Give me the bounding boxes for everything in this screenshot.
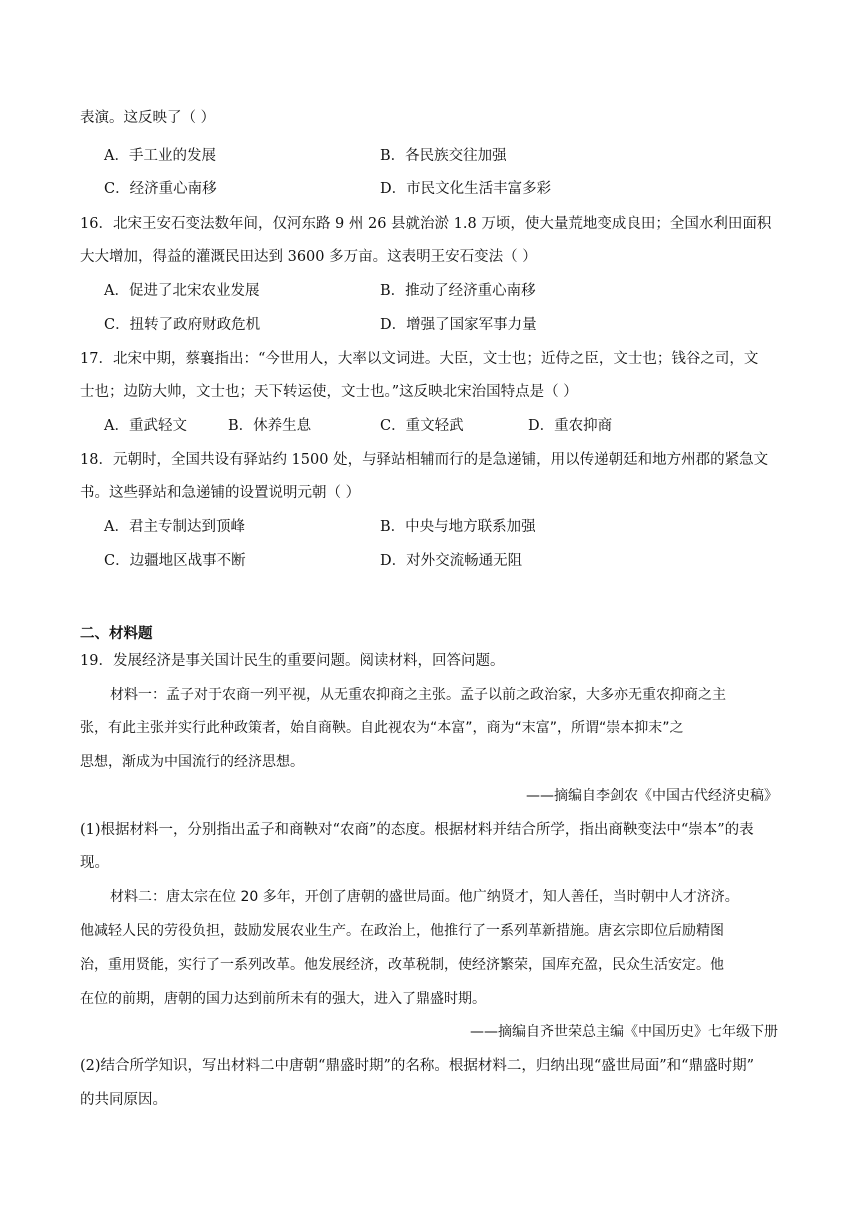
q18-stem-line1: 18．元朝时，全国共设有驿站约 1500 处，与驿站相辅而行的是急递铺，用以传递朝廷和地方州郡的紧急文 [80, 452, 769, 468]
q17-stem-line1: 17．北宋中期，蔡襄指出：“今世用人，大率以文词进。大臣，文士也；近侍之臣，文士也；钱谷之司，文 [80, 351, 759, 367]
q17-option-c: C．重文轻武 [380, 418, 464, 434]
q18-option-b: B．中央与地方联系加强 [380, 519, 536, 535]
q17-stem-line2: 士也；边防大帅，文士也；天下转运使，文士也。”这反映北宋治国特点是（ ） [80, 384, 578, 400]
material-2-line2: 他减轻人民的劳役负担，鼓励发展农业生产。在政治上，他推行了一系列革新措施。唐玄宗即位后励精图 [80, 923, 724, 939]
material-1-line2: 张，有此主张并实行此种政策者，始自商鞅。自此视农为“本富”，商为“末富”，所谓“崇本抑末”之 [80, 720, 684, 736]
q16-option-d: D．增强了国家军事力量 [380, 317, 537, 333]
q16-stem-line1: 16．北宋王安石变法数年间，仅河东路 9 州 26 县就治淤 1.8 万顷，使大量荒地变成良田；全国水利田面积 [80, 216, 772, 232]
q15-option-c: C．经济重心南移 [104, 181, 217, 197]
q16-option-c: C．扭转了政府财政危机 [104, 317, 261, 333]
q19-intro: 19．发展经济是事关国计民生的重要问题。阅读材料，回答问题。 [80, 653, 505, 669]
material-2-source: ——摘编自齐世荣总主编《中国历史》七年级下册 [470, 1024, 778, 1040]
material-1-line3: 思想，渐成为中国流行的经济思想。 [80, 754, 304, 770]
q18-option-c: C．边疆地区战事不断 [104, 553, 246, 569]
q15-stem-tail: 表演。这反映了（ ） [80, 110, 216, 126]
q17-option-b: B．休养生息 [228, 418, 312, 434]
q16-option-b: B．推动了经济重心南移 [380, 283, 536, 299]
q16-stem-line2: 大大增加，得益的灌溉民田达到 3600 多万亩。这表明王安石变法（ ） [80, 249, 537, 265]
section-heading: 二、材料题 [80, 626, 153, 642]
material-1-line1: 材料一：孟子对于农商一列平视，从无重农抑商之主张。孟子以前之政治家，大多亦无重农抑商之主 [110, 687, 726, 703]
material-1-source: ——摘编自李剑农《中国古代经济史稿》 [526, 788, 778, 804]
q16-option-a: A．促进了北宋农业发展 [104, 283, 260, 299]
subquestion-2-line1: (2)结合所学知识，写出材料二中唐朝“鼎盛时期”的名称。根据材料二，归纳出现“盛世局面”和“鼎盛时期” [80, 1058, 755, 1074]
q15-option-d: D．市民文化生活丰富多彩 [380, 181, 552, 197]
q17-option-d: D．重农抑商 [528, 418, 613, 434]
subquestion-2-line2: 的共同原因。 [80, 1092, 167, 1108]
material-2-line4: 在位的前期，唐朝的国力达到前所未有的强大，进入了鼎盛时期。 [80, 991, 486, 1007]
q17-option-a: A．重武轻文 [104, 418, 187, 434]
material-2-line3: 治，重用贤能，实行了一系列改革。他发展经济，改革税制，使经济繁荣，国库充盈，民众生活安定。他 [80, 957, 724, 973]
q18-option-a: A．君主专制达到顶峰 [104, 519, 245, 535]
q15-option-b: B．各民族交往加强 [380, 148, 507, 164]
q18-stem-line2: 书。这些驿站和急递铺的设置说明元朝（ ） [80, 485, 361, 501]
material-2-line1: 材料二：唐太宗在位 20 多年，开创了唐朝的盛世局面。他广纳贤才，知人善任，当时朝中人才济济。 [110, 889, 739, 905]
subquestion-1-line2: 现。 [80, 855, 109, 871]
subquestion-1-line1: (1)根据材料一，分别指出孟子和商鞅对“农商”的态度。根据材料并结合所学，指出商鞅变法中“崇本”的表 [80, 822, 754, 838]
q15-option-a: A．手工业的发展 [104, 148, 216, 164]
q18-option-d: D．对外交流畅通无阻 [380, 553, 523, 569]
